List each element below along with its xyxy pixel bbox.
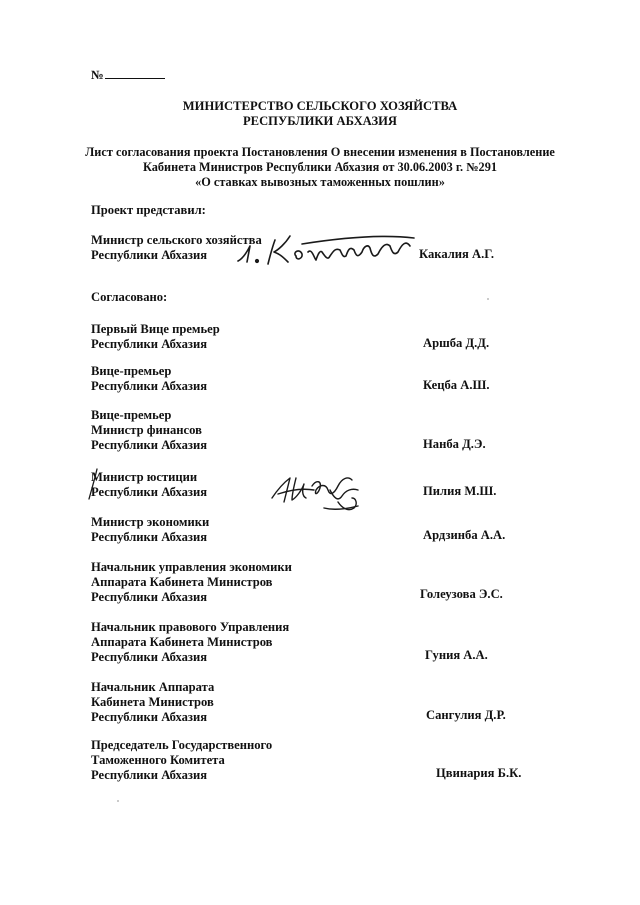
pen-mark — [86, 466, 100, 502]
signatory-block — [91, 560, 292, 605]
signatory-title-line: Республики Абхазия — [91, 337, 208, 351]
signatory-block — [91, 620, 289, 665]
signatory-block — [91, 738, 272, 783]
signatory-name: Кецба А.Ш. — [423, 378, 490, 392]
justice-signature — [268, 468, 380, 516]
number-label: № — [91, 68, 104, 82]
document-number — [91, 66, 165, 83]
signatory-block — [91, 408, 207, 453]
signatory-name: Пилия М.Ш. — [423, 484, 497, 498]
signatory-title-line: Начальник управления экономики — [91, 560, 292, 574]
signatory-title-line: Республики Абхазия — [91, 650, 208, 664]
signatory-name: Сангулия Д.Р. — [426, 708, 506, 722]
subject-line-2: Кабинета Министров Республики Абхазия от 30.06.2003 г. №291 — [142, 160, 498, 174]
agreed-label: Согласовано: — [91, 290, 168, 304]
subject-line-1: Лист согласования проекта Постановления О внесении изменения в Постановление — [85, 145, 555, 159]
signatory-title-line: Вице-премьер — [91, 408, 172, 422]
signatory-block — [91, 322, 220, 352]
signatory-title-line: Аппарата Кабинета Министров — [91, 635, 273, 649]
number-blank — [105, 66, 165, 79]
signatory-title-line: Республики Абхазия — [91, 710, 208, 724]
signatory-name: Нанба Д.Э. — [423, 437, 486, 451]
presenter-name: Какалия А.Г. — [419, 247, 495, 261]
presenter-signature — [230, 228, 420, 273]
signatory-name: Цвинария Б.К. — [436, 766, 522, 780]
signatory-block — [91, 470, 207, 500]
signatory-block — [91, 515, 209, 545]
presenter-title-line: Республики Абхазия — [91, 248, 208, 262]
signatory-name: Гуния А.А. — [425, 648, 488, 662]
scan-speck — [117, 800, 119, 802]
signatory-name: Голеузова Э.С. — [420, 587, 503, 601]
ministry-line-1: МИНИСТЕРСТВО СЕЛЬСКОГО ХОЗЯЙСТВА — [182, 99, 458, 113]
presented-label: Проект представил: — [91, 203, 206, 217]
signatory-block — [91, 364, 207, 394]
signatory-title-line: Начальник Аппарата — [91, 680, 215, 694]
signatory-title-line: Республики Абхазия — [91, 530, 208, 544]
signatory-block — [91, 680, 214, 725]
signatory-title-line: Республики Абхазия — [91, 590, 208, 604]
signatory-title-line: Вице-премьер — [91, 364, 172, 378]
signatory-title-line: Аппарата Кабинета Министров — [91, 575, 273, 589]
signatory-title-line: Председатель Государственного — [91, 738, 273, 752]
signatory-name: Ардзинба А.А. — [423, 528, 506, 542]
presenter-title-line: Министр сельского хозяйства — [91, 233, 262, 247]
ministry-line-2: РЕСПУБЛИКИ АБХАЗИЯ — [242, 114, 397, 128]
signatory-title-line: Министр финансов — [91, 423, 202, 437]
subject-line-3: «О ставках вывозных таможенных пошлин» — [195, 175, 445, 189]
signatory-title-line: Министр экономики — [91, 515, 210, 529]
signatory-title-line: Начальник правового Управления — [91, 620, 290, 634]
signatory-title-line: Министр юстиции — [91, 470, 198, 484]
signatory-title-line: Республики Абхазия — [91, 485, 208, 499]
scan-speck — [487, 298, 489, 300]
signatory-title-line: Таможенного Комитета — [91, 753, 225, 767]
signatory-name: Аршба Д.Д. — [423, 336, 490, 350]
signatory-title-line: Республики Абхазия — [91, 768, 208, 782]
signatory-title-line: Первый Вице премьер — [91, 322, 220, 336]
signatory-title-line: Республики Абхазия — [91, 438, 208, 452]
signatory-title-line: Кабинета Министров — [91, 695, 214, 709]
signatory-title-line: Республики Абхазия — [91, 379, 208, 393]
